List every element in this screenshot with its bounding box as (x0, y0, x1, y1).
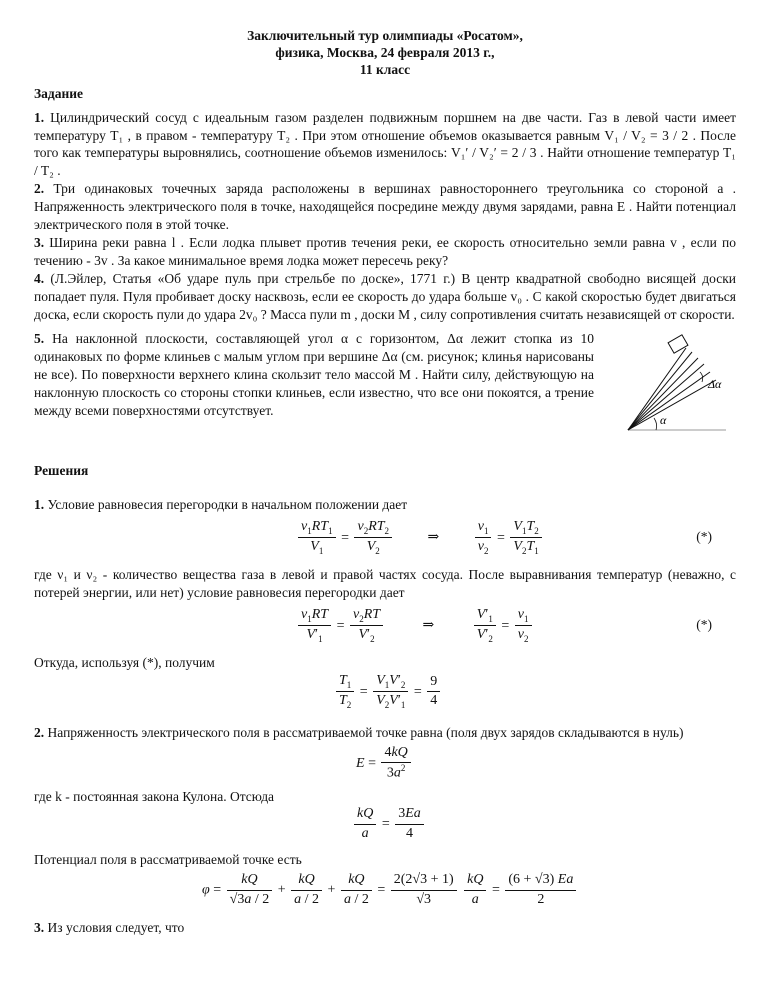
equation-row-4 (34, 742, 736, 788)
header-line-2: физика, Москва, 24 февраля 2013 г., (275, 44, 495, 60)
implies-arrow-2: ⇒ (422, 618, 435, 634)
alpha-label: α (660, 413, 667, 428)
alpha-arc (654, 418, 657, 430)
task-4-text: (Л.Эйлер, Статья «Об ударе пуль при стрельбе по доске», 1771 г.) В центр квадратной свободно висящей доски попадает пуля. Пуля пробивает доску насквозь, если ее скорость до удара больше v₀ . С какой скоростью будет двигаться доска, если скорость пули до удара 2v₀ ? Масса пули m , доски M , силу сопротивления считать независящей от скорости. (34, 271, 736, 323)
wedge-stack-figure (616, 330, 736, 450)
equation-3: $\frac{T_1}{T_2}$ = $\frac{V_1V'_2}{V_2V'_1}$ = $\frac{9}{4}$ (334, 672, 442, 713)
header-line-1: Заключительный тур олимпиады «Росатом», (247, 28, 523, 43)
task-4 (34, 270, 736, 324)
task-2-number: 2. (34, 181, 45, 197)
equation-4: E = $\frac{4kQ}{3a^2}$ (356, 744, 413, 784)
result-numerator: 9 (427, 673, 440, 693)
equation-row-2 (34, 602, 736, 654)
task-2 (34, 180, 736, 234)
task-2-text: Три одинаковых точечных заряда расположены в вершинах равностороннего треугольника со стороной a . Напряженность электрического поля в точке, находящейся посредине между двумя зарядами, равна E . Найти потенциал электрического поля в этой точке. (34, 181, 736, 233)
solution-1-where: где ν₁ и ν₂ - количество вещества газа в левой и правой частях сосуда. После выравнивания температур (неважно, с потерей энергии, или нет) условие равновесия перегородки дает (34, 566, 736, 600)
solution-3-intro (34, 919, 736, 937)
implies-arrow-1: ⇒ (427, 530, 440, 546)
task-4-number: 4. (34, 271, 45, 287)
dalpha-label: Δα (708, 377, 722, 392)
solution-2-number: 2. (34, 724, 45, 740)
equation-row-3 (34, 672, 736, 724)
task-1-text: Цилиндрический сосуд с идеальным газом разделен подвижным поршнем на две части. Газ в левой части имеет температуру T₁ , в правом - температуру T₂ . При этом отношение объемов оказывается равным V₁ / V₂ = 3 / 2 . После того как температуры выровнялись, соотношение объемов изменилось: V₁′ / V₂′ = 2 / 3 . Найти отношение температур T₁ / T₂ . (34, 109, 737, 179)
task-5-number: 5. (34, 331, 45, 347)
task-3 (34, 234, 736, 270)
equation-row-5 (34, 805, 736, 851)
task-1-number: 1. (34, 109, 45, 125)
solution-2-where: где k - постоянная закона Кулона. Отсюда (34, 788, 275, 804)
solutions-title: Решения (34, 462, 89, 478)
solution-1-intro (34, 496, 736, 514)
solution-3-number: 3. (34, 920, 45, 936)
task-1 (34, 109, 736, 181)
dalpha-arc (700, 372, 703, 382)
solution-1-then: Откуда, используя (*), получим (34, 654, 215, 670)
wedge-line-5 (628, 380, 716, 430)
solution-1-number: 1. (34, 496, 45, 512)
equation-2: $\frac{\nu_1RT}{V'_1}$ = $\frac{\nu_2RT}{V'_2}$ ⇒ $\frac{V'_1}{V'_2}$ = $\frac{\nu_1}{\nu_2}$ (296, 606, 534, 647)
task-5-block (34, 330, 736, 428)
equation-6: φ = $\frac{kQ}{√3a / 2}$ + $\frac{kQ}{a / 2}$ + $\frac{kQ}{a / 2}$ = $\frac{2(2√3 + 1)}{√3}$ $\frac{kQ}{a}$ = $\frac{(6 + √3) Ea}{2}$ (202, 871, 578, 909)
document-header (34, 28, 736, 79)
equation-row-1 (34, 514, 736, 566)
document-page (34, 28, 736, 937)
tasks-title: Задание (34, 85, 84, 101)
equation-5: $\frac{kQ}{a}$ = $\frac{3Ea}{4}$ (352, 805, 426, 843)
equation-1: $\frac{\nu_1RT_1}{V_1}$ = $\frac{\nu_2RT_2}{V_2}$ ⇒ $\frac{\nu_1}{\nu_2}$ = $\frac{V_1T_2}{V_2T_1}$ (296, 518, 544, 559)
result-denominator: 4 (430, 693, 438, 709)
task-5 (34, 330, 594, 420)
solution-2-intro (34, 724, 736, 742)
equation-row-6 (34, 869, 736, 919)
task-3-text: Ширина реки равна l . Если лодка плывет против течения реки, ее скорость относительно земли равна v , если по течению - 3v . За какое минимальное время лодка может пересечь реку? (34, 235, 736, 269)
equation-tag-2: (*) (696, 616, 712, 632)
header-line-3: 11 класс (359, 61, 411, 77)
task-5-text: На наклонной плоскости, составляющей угол α с горизонтом, Δα лежит стопка из 10 одинаковых по форме клиньев с малым углом при вершине Δα (см. рисунок; клинья нарисованы не все). По поверхности верхнего клина скользит тело массой M . Найти силу, действующую на наклонную плоскость со стороны стопки клиньев, если известно, что все они покоятся, а трение между всеми поверхностями отсутствует. (34, 331, 594, 418)
solution-1-intro-text: Условие равновесия перегородки в начальном положении дает (47, 496, 408, 512)
sliding-body (668, 335, 688, 353)
solution-2-potential: Потенциал поля в рассматриваемой точке есть (34, 852, 302, 868)
solution-3-intro-text: Из условия следует, что (47, 920, 185, 936)
incline-line (628, 348, 686, 430)
equation-tag-1: (*) (696, 528, 712, 544)
task-3-number: 3. (34, 235, 45, 251)
solution-2-intro-text: Напряженность электрического поля в рассматриваемой точке равна (поля двух зарядов складываются в нуль) (47, 724, 684, 740)
